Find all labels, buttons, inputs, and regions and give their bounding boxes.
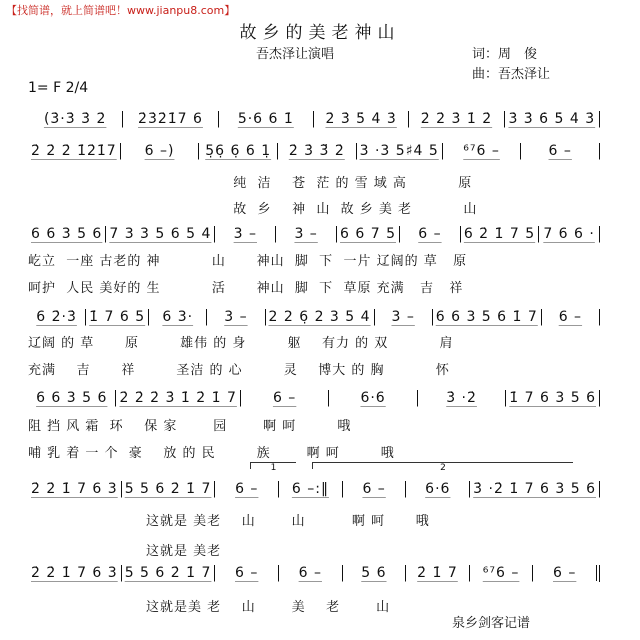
measure-notes: 6 –: [418, 225, 442, 242]
measure-notes: 1̇ 7 6 5: [89, 308, 146, 325]
volta-1: 1: [250, 462, 296, 469]
measure-notes: 5 5 6 2̇ 1̇ 7: [124, 480, 212, 497]
measure: [122, 565, 216, 582]
measure-notes: 6 –: [362, 480, 386, 497]
measure-notes: 2̇ 1̇ 7: [417, 564, 458, 581]
lyric-line: 这就是 美老: [28, 544, 222, 559]
measure-notes: 5̣6̣ 6̣ 6 1̣: [205, 142, 272, 159]
score-line: [28, 387, 600, 409]
measure: [28, 565, 122, 582]
measure: [433, 309, 542, 326]
volta-2: 2: [312, 462, 573, 469]
measure-notes: 2̇ 2̇ 3̇ 1̇ 2̇: [420, 110, 493, 127]
measure-notes: 6 –: [272, 389, 297, 406]
measure: [215, 481, 279, 498]
measure: [86, 309, 149, 326]
measure-notes: 6 6 3 5 6: [31, 225, 103, 242]
measure-notes: 6 3·: [162, 308, 194, 325]
measure-notes: 7 6 6 ·: [543, 225, 595, 242]
measure-notes: 5 6: [361, 564, 387, 581]
composer: 曲：吾杰泽让: [472, 67, 551, 82]
lyric-line: 辽阔 的 草 原 雄伟 的 身 躯 有力 的 双 肩: [28, 336, 454, 351]
measure-notes: 6 –: [235, 480, 259, 497]
measure: [542, 309, 600, 326]
measure: [443, 143, 522, 160]
measure: [409, 111, 504, 128]
measure: [215, 565, 279, 582]
song-title: 故乡的美老神山: [239, 23, 401, 43]
measure-notes: 6 2̇ 1̇ 7 5: [463, 225, 536, 242]
measure: [521, 143, 600, 160]
measure: [337, 226, 400, 243]
measure: [357, 143, 443, 160]
measure: [106, 226, 215, 243]
measure-notes: 3 –: [233, 225, 257, 242]
measure: [149, 309, 207, 326]
transcriber-credit: 泉乡剑客记谱: [452, 616, 531, 631]
measure-notes: 3 –: [294, 225, 318, 242]
measure-notes: 2̇3̇2̇1̇7 6: [138, 110, 203, 127]
measure-notes: 2̇ 2̇ 2̇ 3̇ 1̇ 2̇ 1̇ 7: [119, 389, 237, 406]
measure-notes: 2 2 6̣ 2 3 5 4: [268, 308, 371, 325]
score-line: [28, 306, 600, 328]
lyric-line: 这就是美 老 山 美 老 山: [28, 600, 391, 615]
measure: [375, 309, 433, 326]
measure-notes: 6 –: [548, 142, 572, 159]
score-line: [28, 140, 600, 162]
measure: [329, 390, 417, 407]
measure: [28, 481, 122, 498]
measure-notes: 6 –): [144, 142, 175, 159]
measure: [461, 226, 539, 243]
measure: [276, 226, 337, 243]
measure: [28, 111, 123, 128]
measure-notes: 2̇ 3̇ 3̈ 2̇: [288, 142, 345, 159]
measure: [539, 226, 600, 243]
measure: [278, 143, 357, 160]
measure: [116, 390, 240, 407]
lyric-line: 哺 乳 着 一 个 豪 放 的 民 族 啊 呵 哦: [28, 446, 395, 461]
measure-notes: 3̇ 3̇ 6̇ 5̇ 4̇ 3̇: [508, 110, 596, 127]
measure: [199, 143, 278, 160]
measure-notes: 6 –: [552, 564, 577, 581]
measure-notes: 2̇ 2̇ 2̇ 1̇2̇1̇7: [31, 142, 117, 159]
measure-notes: 6 –: [298, 564, 322, 581]
measure-notes: 6 6 3 5 6 1̇ 7: [435, 308, 538, 325]
measure: [121, 143, 200, 160]
measure-notes: 3 ·3 5♯4 5: [359, 142, 439, 159]
measure-notes: 3̇ ·2̇: [446, 389, 477, 406]
measure-notes: 2̇ 2̇ 1̇ 7 6 3: [31, 480, 118, 497]
measure-notes: 7 3 3 5 6 5 4: [109, 225, 212, 242]
measure: [241, 390, 329, 407]
score-line: [28, 223, 600, 245]
key-signature: 1= F 2/4: [28, 80, 89, 96]
measure-notes: 3 –: [224, 308, 248, 325]
measure-notes: 6 –: [235, 564, 259, 581]
lyric-line: 这就是 美老 山 山 啊 呵 哦: [28, 514, 430, 529]
measure-notes: 6·6: [425, 480, 451, 497]
measure: [506, 390, 600, 407]
measure: [123, 111, 218, 128]
watermark: 【找简谱，就上简谱吧！www.jianpu8.com】: [6, 4, 236, 17]
measure: [400, 226, 461, 243]
score-line: [28, 562, 600, 584]
measure: [266, 309, 375, 326]
measure: [215, 226, 276, 243]
measure: [28, 309, 86, 326]
measure: [28, 226, 106, 243]
measure: [343, 565, 407, 582]
singer: 吾杰泽让演唱: [256, 47, 335, 62]
measure: [533, 565, 600, 582]
measure: [207, 309, 265, 326]
measure: [343, 481, 407, 498]
lyricist: 词：周 俊: [472, 47, 538, 62]
measure-notes: 2̇ 2̇ 1̇ 7 6 3: [31, 564, 118, 581]
measure-notes: 6·6: [360, 389, 386, 406]
lyric-line: 纯 洁 苍 茫 的 雪 域 高 原: [28, 176, 473, 191]
measure: [219, 111, 314, 128]
measure: [470, 565, 534, 582]
measure: [406, 481, 470, 498]
measure-notes: ⁶⁷6 –: [463, 142, 500, 159]
measure: [314, 111, 409, 128]
lyric-line: 故 乡 神 山 故 乡 美 老 山: [28, 202, 478, 217]
measure-notes: 2̇ 3̇ 5̇ 4̇ 3̇: [325, 110, 397, 127]
measure: [505, 111, 600, 128]
measure-notes: 6 6 7 5: [340, 225, 397, 242]
measure-notes: (3̇·3̇ 3̇ 2̇: [43, 110, 107, 127]
measure-notes: 5·6 6 1̇: [237, 110, 294, 127]
measure-notes: 6 –: [558, 308, 583, 325]
measure-notes: 6 2̇·3̇: [36, 308, 77, 325]
measure: [406, 565, 470, 582]
measure: [279, 481, 343, 498]
lyric-line: 充满 吉 祥 圣洁 的 心 灵 博大 的 胸 怀: [28, 363, 450, 378]
score-line: [28, 478, 600, 500]
measure-notes: 6 –:‖: [291, 480, 329, 497]
measure: [470, 481, 600, 498]
measure-notes: 6 6 3 5 6: [36, 389, 108, 406]
measure: [279, 565, 343, 582]
lyric-line: 屹立 一座 古老的 神 山 神山 脚 下 一片 辽阔的 草 原: [28, 254, 468, 269]
measure-notes: 5 5 6 2̇ 1̇ 7: [124, 564, 212, 581]
measure: [28, 143, 121, 160]
measure: [122, 481, 216, 498]
lyric-line: 阻 挡 风 霜 环 保 家 园 啊 呵 哦: [28, 419, 352, 434]
lyric-line: 呵护 人民 美好的 生 活 神山 脚 下 草原 充满 吉 祥: [28, 281, 464, 296]
measure: [418, 390, 506, 407]
measure-notes: 1̇ 7 6 3 5 6: [509, 389, 596, 406]
score-line: [28, 108, 600, 130]
measure: [28, 390, 116, 407]
measure-notes: 3 –: [391, 308, 415, 325]
measure-notes: ⁶⁷6 –: [482, 564, 520, 581]
measure-notes: 3̇ ·2̇ 1̇ 7 6 3 5 6: [473, 480, 597, 497]
